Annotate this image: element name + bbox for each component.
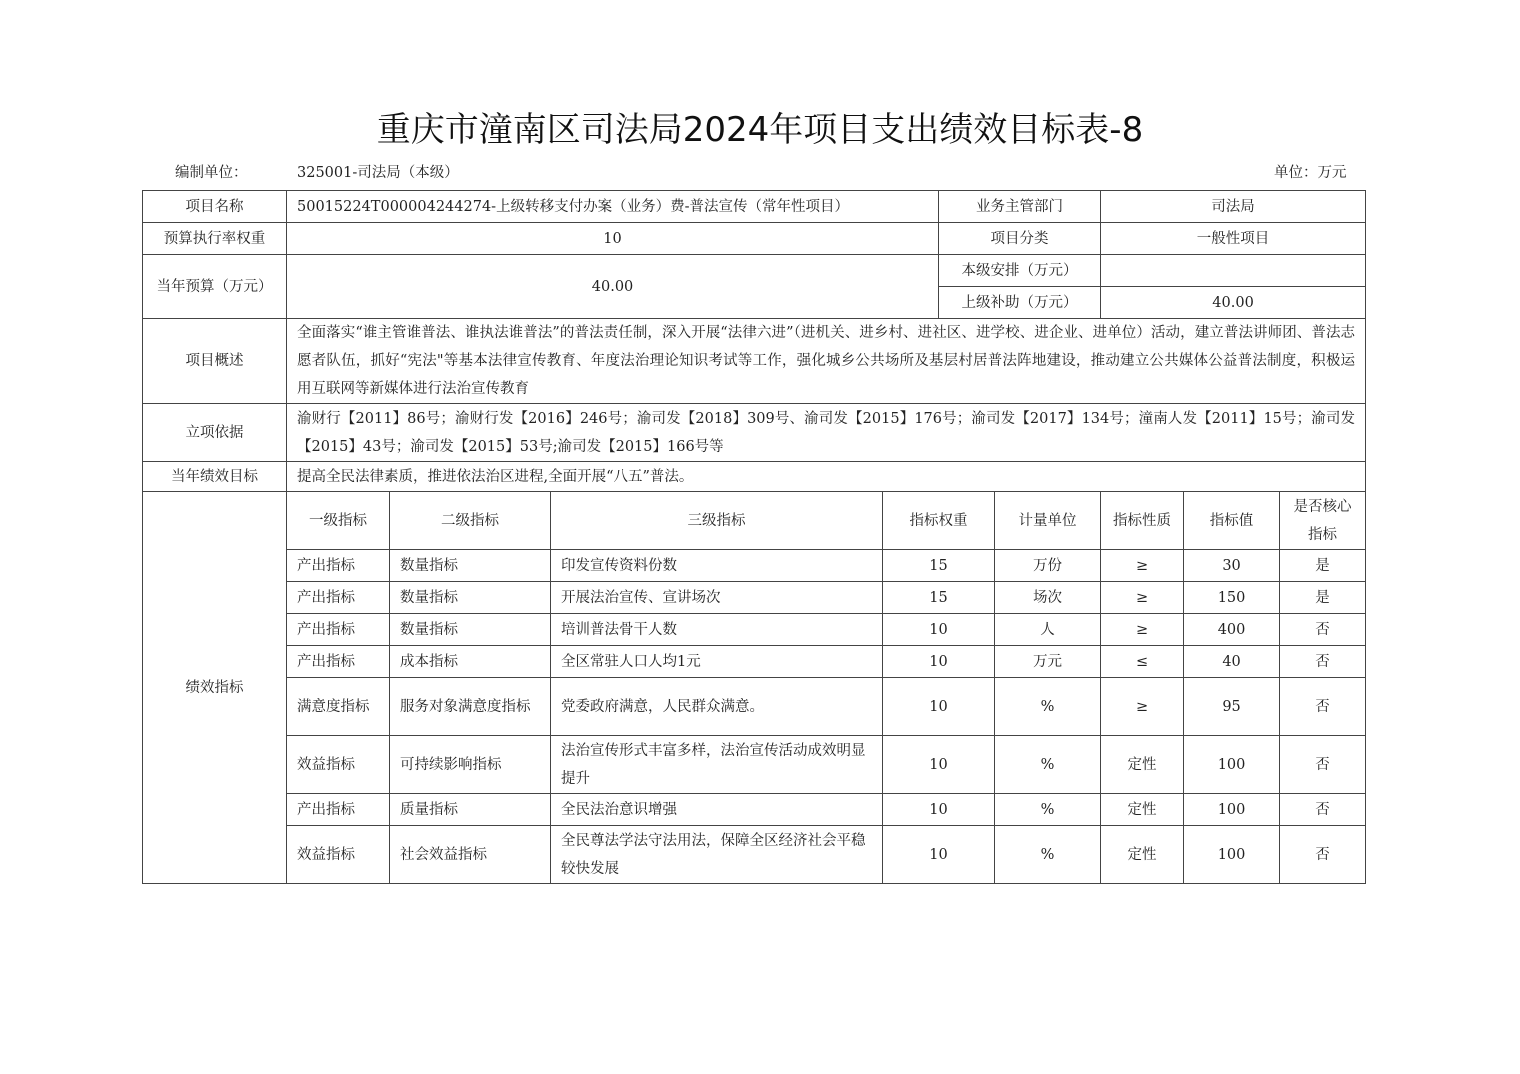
category-value: 一般性项目: [1101, 223, 1366, 255]
indicator-row: [143, 678, 1366, 736]
project-name-value: 50015224T000004244274-上级转移支付办案（业务）费-普法宣传（常年性项目）: [287, 191, 939, 223]
row-goal: [143, 462, 1366, 492]
performance-table: [142, 190, 1366, 884]
indicator-weight: 10: [883, 678, 995, 736]
indicator-core: 否: [1280, 646, 1366, 678]
overview-label: 项目概述: [143, 319, 287, 404]
indicator-value: 40: [1184, 646, 1280, 678]
indicator-level2: 成本指标: [390, 646, 551, 678]
header-l3: 三级指标: [551, 492, 883, 550]
indicator-value: 100: [1184, 736, 1280, 794]
indicator-level3: 开展法治宣传、宣讲场次: [551, 582, 883, 614]
indicator-value: 400: [1184, 614, 1280, 646]
indicator-value: 30: [1184, 550, 1280, 582]
indicator-level2: 数量指标: [390, 582, 551, 614]
indicator-level2: 数量指标: [390, 614, 551, 646]
local-value: [1101, 255, 1366, 287]
dept-label: 业务主管部门: [939, 191, 1101, 223]
indicator-unit: 人: [995, 614, 1101, 646]
indicator-level1: 产出指标: [287, 582, 390, 614]
indicator-value: 95: [1184, 678, 1280, 736]
indicator-row: [143, 794, 1366, 826]
row-overview: [143, 319, 1366, 404]
header-value: 指标值: [1184, 492, 1280, 550]
indicator-nature: ≥: [1101, 550, 1184, 582]
indicator-weight: 10: [883, 826, 995, 884]
indicator-level3: 全民法治意识增强: [551, 794, 883, 826]
indicator-core: 是: [1280, 582, 1366, 614]
indicator-level3: 全区常驻人口人均1元: [551, 646, 883, 678]
local-label: 本级安排（万元）: [939, 255, 1101, 287]
indicator-weight: 10: [883, 794, 995, 826]
indicator-level2: 可持续影响指标: [390, 736, 551, 794]
unit-value: 325001-司法局（本级）: [297, 165, 459, 181]
weight-value: 10: [287, 223, 939, 255]
indicator-weight: 15: [883, 550, 995, 582]
weight-label: 预算执行率权重: [143, 223, 287, 255]
overview-value: 全面落实“谁主管谁普法、谁执法谁普法”的普法责任制，深入开展“法律六进”（进机关、进乡村、进社区、进学校、进企业、进单位）活动，建立普法讲师团、普法志愿者队伍，抓好“宪法"等基本法律宣传教育、年度法治理论知识考试等工作，强化城乡公共场所及基层村居普法阵地建设，推动建立公共媒体公益普法制度，积极运用互联网等新媒体进行法治宣传教育: [287, 319, 1366, 404]
indicator-level2: 数量指标: [390, 550, 551, 582]
header-l2: 二级指标: [390, 492, 551, 550]
unit-label: 编制单位：: [175, 165, 248, 181]
indicator-unit: %: [995, 678, 1101, 736]
header-core: 是否核心指标: [1280, 492, 1366, 550]
indicator-core: 否: [1280, 794, 1366, 826]
indicator-row: [143, 826, 1366, 884]
indicator-unit: %: [995, 794, 1101, 826]
row-budget: [143, 255, 1366, 287]
indicator-level1: 产出指标: [287, 550, 390, 582]
indicator-level3: 全民尊法学法守法用法，保障全区经济社会平稳较快发展: [551, 826, 883, 884]
dept-value: 司法局: [1101, 191, 1366, 223]
indicator-level1: 满意度指标: [287, 678, 390, 736]
indicator-unit: 万元: [995, 646, 1101, 678]
indicator-row: [143, 736, 1366, 794]
indicator-value: 100: [1184, 826, 1280, 884]
indicator-unit: %: [995, 736, 1101, 794]
indicator-core: 否: [1280, 678, 1366, 736]
project-name-label: 项目名称: [143, 191, 287, 223]
goal-label: 当年绩效目标: [143, 462, 287, 492]
indicator-level1: 效益指标: [287, 736, 390, 794]
indicator-level2: 服务对象满意度指标: [390, 678, 551, 736]
subsidy-label: 上级补助（万元）: [939, 287, 1101, 319]
indicator-weight: 10: [883, 646, 995, 678]
indicator-weight: 10: [883, 614, 995, 646]
header-nature: 指标性质: [1101, 492, 1184, 550]
indicator-row: [143, 550, 1366, 582]
indicator-nature: ≤: [1101, 646, 1184, 678]
goal-value: 提高全民法律素质，推进依法治区进程,全面开展“八五”普法。: [287, 462, 1366, 492]
indicators-section-label: 绩效指标: [143, 492, 287, 884]
indicator-nature: ≥: [1101, 678, 1184, 736]
currency-label: 单位：万元: [1274, 165, 1347, 181]
indicator-value: 100: [1184, 794, 1280, 826]
indicator-nature: 定性: [1101, 794, 1184, 826]
row-basis: [143, 404, 1366, 462]
header-weight: 指标权重: [883, 492, 995, 550]
indicator-row: [143, 646, 1366, 678]
budget-value: 40.00: [287, 255, 939, 319]
indicator-value: 150: [1184, 582, 1280, 614]
indicator-row: [143, 614, 1366, 646]
indicator-core: 否: [1280, 614, 1366, 646]
indicator-nature: 定性: [1101, 736, 1184, 794]
indicator-level2: 质量指标: [390, 794, 551, 826]
row-weight: [143, 223, 1366, 255]
indicator-core: 是: [1280, 550, 1366, 582]
indicator-nature: ≥: [1101, 614, 1184, 646]
indicator-level2: 社会效益指标: [390, 826, 551, 884]
indicator-core: 否: [1280, 736, 1366, 794]
header-unit: 计量单位: [995, 492, 1101, 550]
basis-label: 立项依据: [143, 404, 287, 462]
indicator-unit: 场次: [995, 582, 1101, 614]
indicator-level3: 法治宣传形式丰富多样，法治宣传活动成效明显提升: [551, 736, 883, 794]
page-title: 重庆市潼南区司法局2024年项目支出绩效目标表-8: [376, 110, 1144, 150]
budget-label: 当年预算（万元）: [143, 255, 287, 319]
basis-value: 渝财行【2011】86号；渝财行发【2016】246号；渝司发【2018】309号、渝司发【2015】176号；渝司发【2017】134号；潼南人发【2011】15号；渝司发【2015】43号；渝司发【2015】53号;渝司发【2015】166号等: [287, 404, 1366, 462]
indicator-level1: 效益指标: [287, 826, 390, 884]
indicator-weight: 10: [883, 736, 995, 794]
subsidy-value: 40.00: [1101, 287, 1366, 319]
indicator-nature: ≥: [1101, 582, 1184, 614]
indicator-nature: 定性: [1101, 826, 1184, 884]
indicator-level3: 印发宣传资料份数: [551, 550, 883, 582]
row-project-name: [143, 191, 1366, 223]
indicator-unit: 万份: [995, 550, 1101, 582]
indicator-level1: 产出指标: [287, 614, 390, 646]
indicator-level1: 产出指标: [287, 794, 390, 826]
header-l1: 一级指标: [287, 492, 390, 550]
indicator-row: [143, 582, 1366, 614]
indicator-unit: %: [995, 826, 1101, 884]
indicator-level3: 党委政府满意，人民群众满意。: [551, 678, 883, 736]
indicator-level1: 产出指标: [287, 646, 390, 678]
indicator-weight: 15: [883, 582, 995, 614]
indicator-level3: 培训普法骨干人数: [551, 614, 883, 646]
indicator-core: 否: [1280, 826, 1366, 884]
indicator-header-row: [143, 492, 1366, 550]
category-label: 项目分类: [939, 223, 1101, 255]
